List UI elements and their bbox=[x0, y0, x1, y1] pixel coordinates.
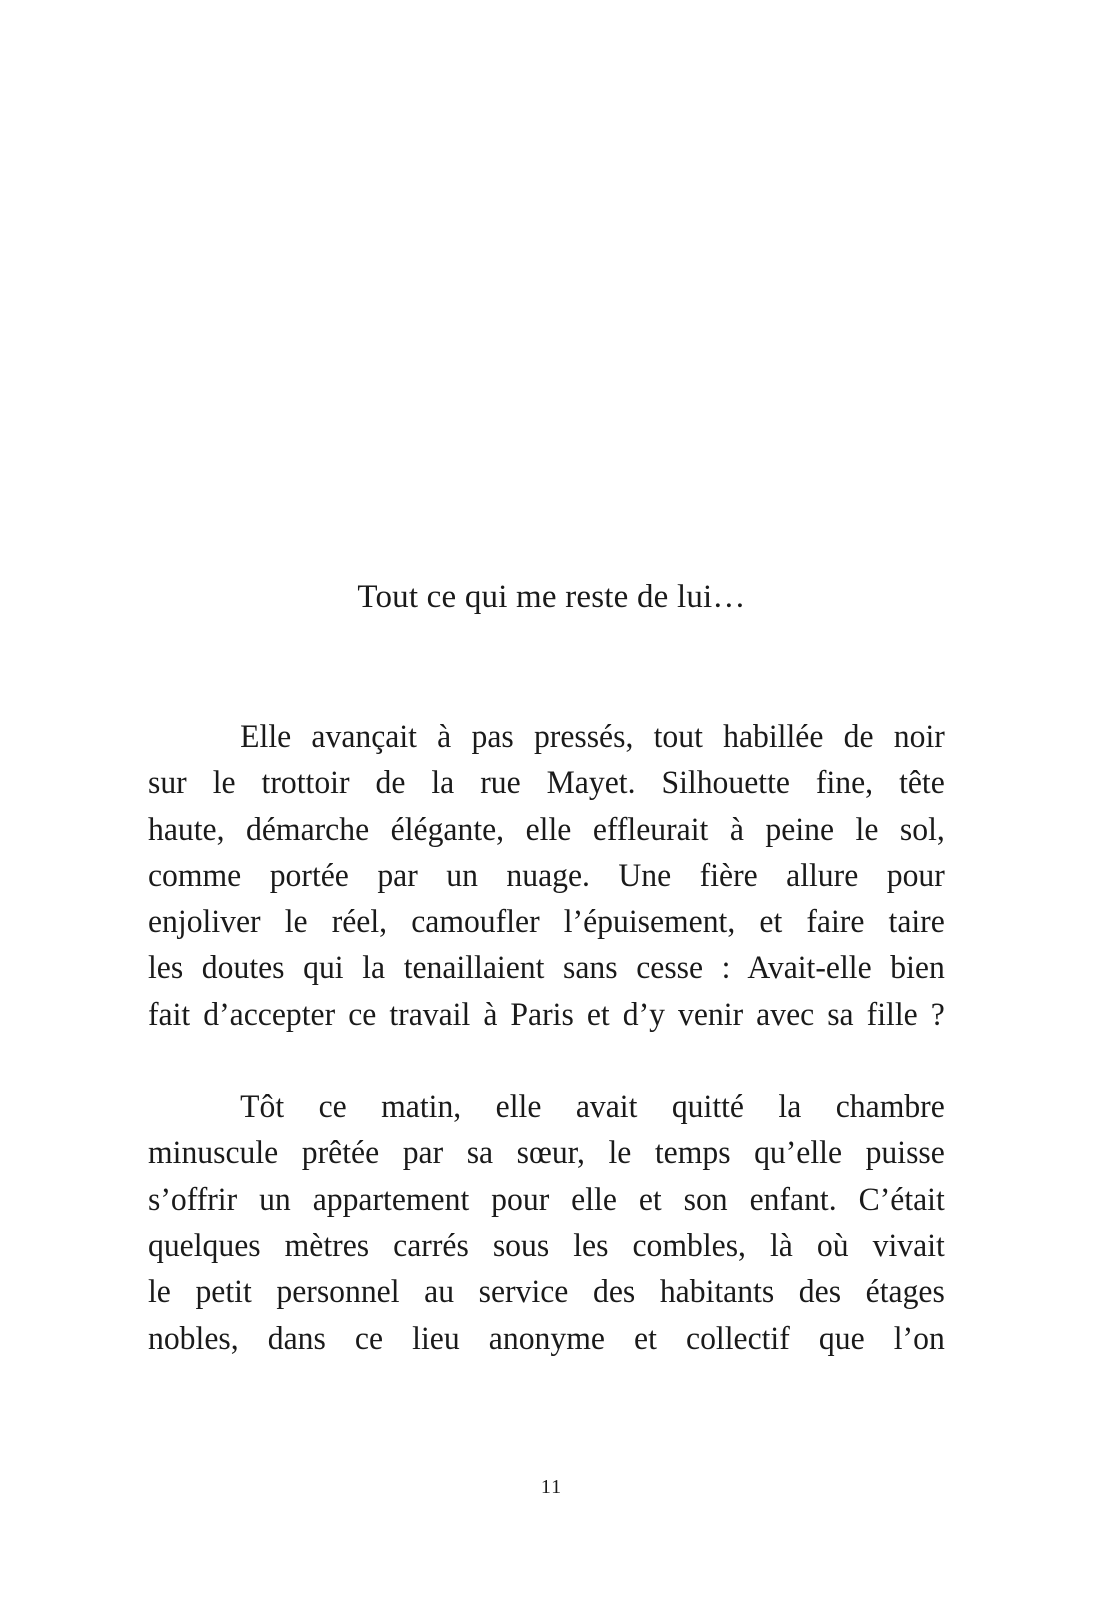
text-line: fait d’accepter ce travail à Paris et d’y venir avec sa fille ? bbox=[148, 996, 945, 1033]
paragraph-1 bbox=[148, 714, 945, 1038]
page-number: 11 bbox=[540, 1476, 563, 1498]
text-line: nobles, dans ce lieu anonyme et collectif que l’on bbox=[148, 1320, 945, 1357]
text-line: enjoliver le réel, camoufler l’épuisement, et faire taire bbox=[148, 904, 945, 941]
text-line: haute, démarche élégante, elle effleurait à peine le sol, bbox=[148, 811, 945, 848]
text-line: sur le trottoir de la rue Mayet. Silhouette fine, tête bbox=[148, 765, 945, 802]
text-line: les doutes qui la tenaillaient sans cesse : Avait-elle bien bbox=[148, 950, 945, 987]
text-line: le petit personnel au service des habitants des étages bbox=[148, 1274, 945, 1311]
text-line: s’offrir un appartement pour elle et son enfant. C’était bbox=[148, 1181, 945, 1218]
text-line: Tôt ce matin, elle avait quitté la chambre bbox=[240, 1089, 945, 1126]
body-text bbox=[148, 714, 945, 1362]
text-line: minuscule prêtée par sa sœur, le temps qu’elle puisse bbox=[148, 1135, 945, 1172]
text-line: Elle avançait à pas pressés, tout habillée de noir bbox=[240, 719, 945, 755]
chapter-title: Tout ce qui me reste de lui… bbox=[357, 579, 746, 615]
text-line: comme portée par un nuage. Une fière allure pour bbox=[148, 857, 945, 894]
paragraph-2 bbox=[148, 1084, 945, 1362]
text-line: quelques mètres carrés sous les combles, là où vivait bbox=[148, 1227, 945, 1264]
